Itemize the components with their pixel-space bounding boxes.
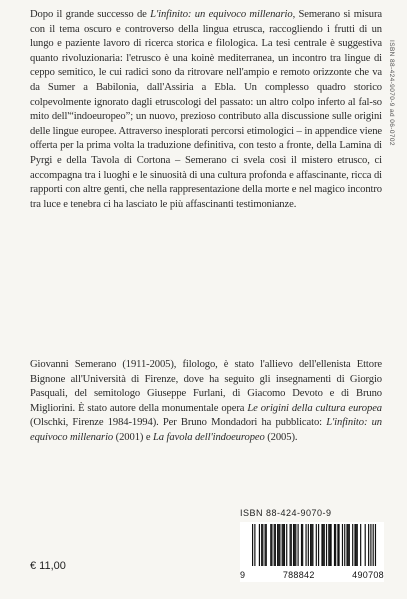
barcode-bar [310, 524, 311, 566]
barcode-bar [278, 524, 279, 566]
bio-text-2: (Olschki, Firenze 1984-1994). Per Bruno Mondadori ha pubblicato: [30, 417, 327, 429]
barcode-bar [259, 524, 260, 566]
barcode-bar [368, 524, 369, 566]
barcode-bar [354, 524, 355, 566]
barcode-bar [334, 524, 335, 566]
barcode-bar [373, 524, 374, 566]
barcode-bar [302, 524, 303, 566]
barcode-bar [270, 524, 271, 566]
barcode-bar [329, 524, 330, 566]
barcode-bar [252, 524, 253, 566]
barcode-bar [344, 524, 345, 566]
barcode-bar [346, 524, 347, 566]
barcode-bar [286, 524, 287, 566]
barcode-bar [352, 524, 353, 566]
barcode-bar [274, 524, 275, 566]
barcode-bar [338, 524, 339, 566]
isbn-label: ISBN 88-424-9070-9 [240, 508, 332, 518]
barcode-bar [312, 524, 313, 566]
synopsis-paragraph [30, 8, 382, 212]
bio-work-title-1: Le origini della cultura europea [247, 402, 382, 414]
bio-text-3: (2001) e [113, 431, 154, 443]
barcode-bar [271, 524, 272, 566]
barcode-bar [277, 524, 278, 566]
barcode-bar [337, 524, 338, 566]
barcode-bar [254, 524, 255, 566]
synopsis-body: , Semerano si misura con il tema oscuro e controverso della lingua etrusca, raccogliendo i frutti di un lungo e paziente lavoro di ricerca storica e filologica. La tesi centrale è suggestiva quanto rivoluzionaria: l'etrusco è una koinè mediterranea, un incontro tra lingue di ceppo semitico, le cui radici sono da ritrovare nell'ampio e remoto orizzonte che va da Sumer a Babilonia, dall'Assiria a Ebla. Un complesso quadro storico colpevolmente ignorato dagli etruscologi del passato: un altro colpo inferto al fal-so mito dell'“indoeuropeo”; un nuovo, prezioso contributo alla discussione sulle origini delle lingue europee. Attraverso inesplorati percorsi etimologici – in appendice viene offerta per la prima volta la traduzione definitiva, con testo a fronte, della Lamina di Pyrgi e della Tavola di Cortona – Semerano ci svela così il mistero etrusco, ci accompagna tra i luoghi e le sinuosità di una cultura profonda e affascinante, ricca di rapporti con altre genti, che nella rappresentazione della morte e nel magico incontro tra luce e tenebra ci ha lasciato le più affascinanti testimonianze. [30, 9, 382, 210]
barcode-digit-group-right: 490708 [352, 570, 384, 580]
author-biography [30, 358, 382, 446]
barcode-bar [357, 524, 358, 566]
barcode-bar [321, 524, 322, 566]
barcode-digit-prefix: 9 [240, 570, 246, 580]
barcode-bar [283, 524, 284, 566]
barcode-bar [279, 524, 280, 566]
barcode-bar [291, 524, 292, 566]
barcode-digits [240, 570, 384, 580]
barcode [240, 522, 384, 582]
barcode-bar [328, 524, 329, 566]
barcode-bar [301, 524, 302, 566]
barcode-bar [370, 524, 371, 566]
barcode-bar [308, 524, 309, 566]
barcode-bar [326, 524, 327, 566]
barcode-bar [261, 524, 262, 566]
synopsis-lead: Dopo il grande successo de [30, 9, 151, 20]
barcode-bar [266, 524, 267, 566]
bio-text-4: (2005). [264, 431, 298, 443]
barcode-digit-group-left: 788842 [282, 570, 315, 580]
barcode-bar [318, 524, 319, 566]
barcode-bar [282, 524, 283, 566]
barcode-bar [323, 524, 324, 566]
barcode-bar [356, 524, 357, 566]
barcode-bar [284, 524, 285, 566]
barcode-bar [348, 524, 349, 566]
barcode-bar [375, 524, 376, 566]
barcode-bar [331, 524, 332, 566]
barcode-bar [275, 524, 276, 566]
barcode-bar [305, 524, 306, 566]
barcode-bar [265, 524, 266, 566]
barcode-bar [316, 524, 317, 566]
bio-text-1: Giovanni Semerano (1911-2005), filologo, è stato l'allievo dell'ellenista Ettore Bignone all'Università di Firenze, dove ha seguito gli insegnamenti di Giorgio Pasquali, del semitologo Giuseppe Furlani, di Giacomo Devoto e di Bruno Migliorini. È stato autore della monumentale opera [30, 359, 382, 414]
bio-work-title-3: La favola dell'indoeuropeo [153, 431, 265, 443]
barcode-bar [295, 524, 296, 566]
barcode-bar [349, 524, 350, 566]
barcode-bar [294, 524, 295, 566]
bio-work-title-2: L'infinito: un equivoco millenario [30, 417, 382, 443]
barcode-bar [311, 524, 312, 566]
barcode-bar [290, 524, 291, 566]
catalog-code: ISBN 88-424-9070-9 ad 06-0702 [388, 40, 395, 146]
synopsis-text [30, 8, 382, 212]
book-title-reference: L'infinito: un equivoco millenario [150, 9, 293, 20]
barcode-bar [324, 524, 325, 566]
barcode-bar [342, 524, 343, 566]
barcode-bar [335, 524, 336, 566]
price-label: € 11,00 [30, 560, 66, 572]
barcode-bar [293, 524, 294, 566]
barcode-bar [365, 524, 366, 566]
barcode-bars [240, 522, 384, 570]
barcode-bar [262, 524, 263, 566]
barcode-bar [298, 524, 299, 566]
biography-paragraph [30, 358, 382, 446]
barcode-bar [360, 524, 361, 566]
